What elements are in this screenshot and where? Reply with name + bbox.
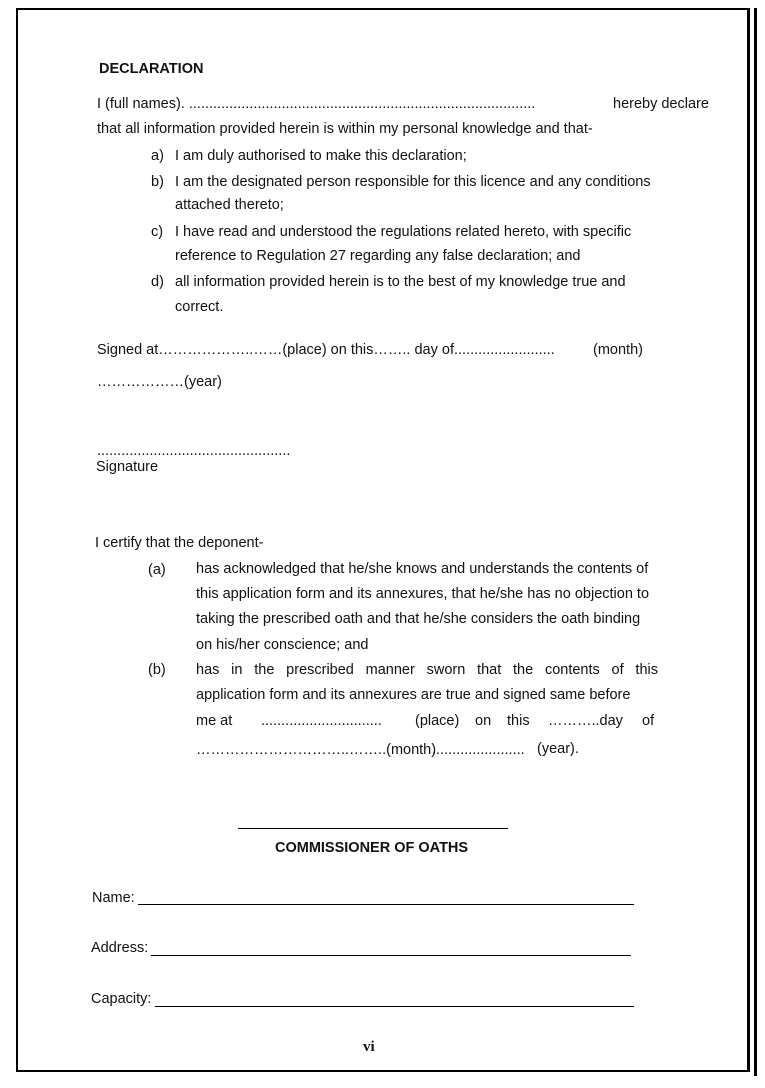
certify-item-a-line4: on his/her conscience; and [196,637,369,653]
month-label: (month) [593,342,643,358]
item-a-marker: a) [151,148,164,164]
item-d-line2: correct. [175,299,224,315]
commissioner-title: COMMISSIONER OF OATHS [275,840,469,856]
item-b-marker: b) [151,174,164,190]
certify-item-a-line3: taking the prescribed oath and that he/she considers the oath binding [196,611,641,627]
full-names-line: I (full names). ...................................................................................... [97,96,536,112]
certify-intro: I certify that the deponent- [95,535,264,551]
item-a-text: I am duly authorised to make this declaration; [175,148,467,164]
certify-item-b-line1: has in the prescribed manner sworn that the contents of this [196,662,658,678]
certify-this: this [507,713,530,729]
signature-dots: ................................................ [97,443,291,459]
page-number: vi [363,1039,375,1055]
certify-item-b-line2: application form and its annexures are true and signed same before [196,687,631,703]
declaration-intro: that all information provided herein is within my personal knowledge and that- [97,121,593,137]
signature-label: Signature [96,459,159,475]
address-label: Address: [91,940,149,956]
hereby-declare-text: hereby declare [613,96,709,112]
certify-item-a-marker: (a) [148,562,166,578]
certify-on: on [475,713,492,729]
item-b-line2: attached thereto; [175,197,284,213]
signed-at-line: Signed at………………..……(place) on this…….. day of......................... [97,342,555,358]
certify-month-line: …………………………..……..(month) [196,742,437,758]
name-field-line[interactable] [138,904,634,905]
item-c-line2: reference to Regulation 27 regarding any false declaration; and [175,248,581,264]
certify-item-b-marker: (b) [148,662,166,678]
certify-place-label: (place) [415,713,460,729]
page-right-edge [754,8,757,1076]
year-line: ………………(year) [97,374,222,390]
item-d-marker: d) [151,274,164,290]
declaration-heading: DECLARATION [99,61,204,77]
item-d-line1: all information provided herein is to the best of my knowledge true and [175,274,626,290]
certify-item-a-line2: this application form and its annexures, that he/she has no objection to [196,586,650,602]
item-c-line1: I have read and understood the regulations related hereto, with specific [175,224,632,240]
commissioner-signature-line [238,828,508,829]
certify-place-dots: .............................. [261,713,382,729]
item-b-line1: I am the designated person responsible for this licence and any conditions [175,174,651,190]
certify-day: ………..day [548,713,623,729]
address-field-line[interactable] [151,955,631,956]
certify-year-dots: ....................... [432,742,525,758]
capacity-field-line[interactable] [155,1006,634,1007]
capacity-label: Capacity: [91,991,152,1007]
name-label: Name: [92,890,135,906]
item-c-marker: c) [151,224,164,240]
certify-me-at: me at [196,713,233,729]
certify-item-a-line1: has acknowledged that he/she knows and understands the contents of [196,561,649,577]
certify-of: of [642,713,655,729]
certify-year-label: (year). [537,741,579,757]
